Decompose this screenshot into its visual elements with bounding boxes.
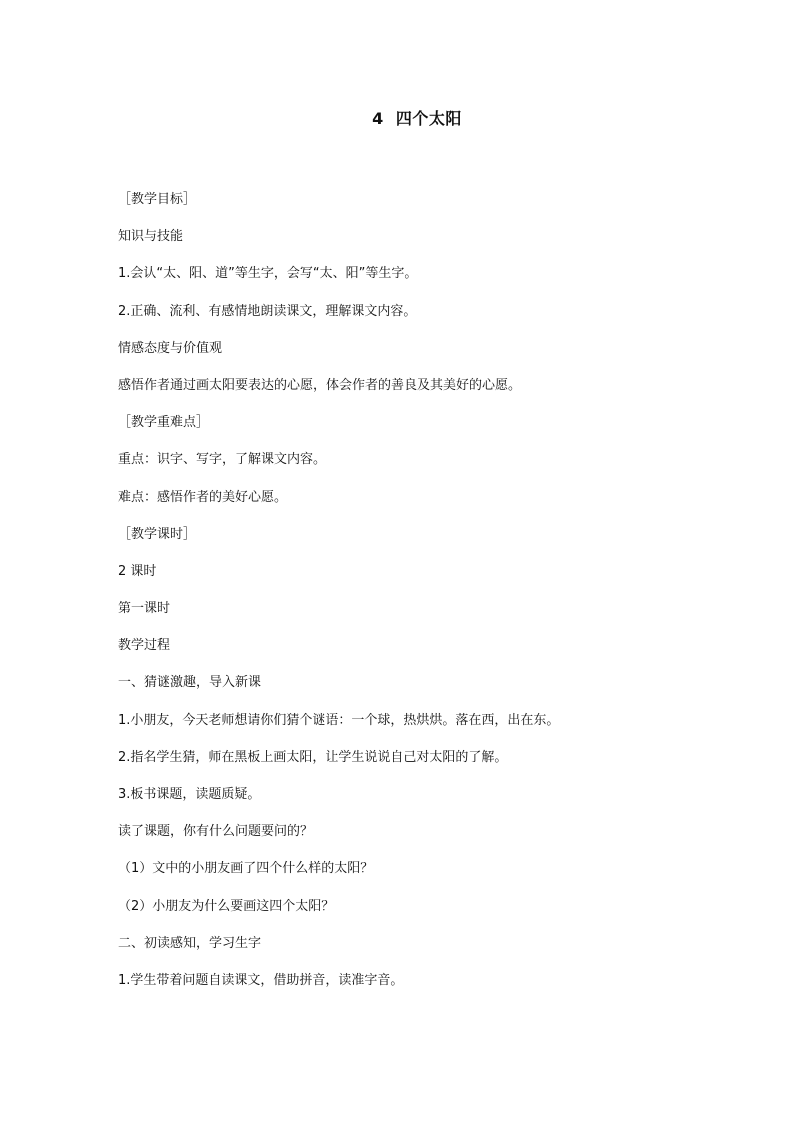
subheading-knowledge-skills: 知识与技能 xyxy=(118,229,184,245)
subheading-teaching-process: 教学过程 xyxy=(118,638,171,654)
paragraph: 1.小朋友，今天老师想请你们猜个谜语：一个球，热烘烘。落在西，出在东。 xyxy=(118,712,560,728)
paragraph: 难点：感悟作者的美好心愿。 xyxy=(118,489,288,505)
paragraph: 重点：识字、写字，了解课文内容。 xyxy=(118,452,327,468)
section-heading-key-points: ［教学重难点］ xyxy=(118,415,210,431)
paragraph: 3.板书课题，读题质疑。 xyxy=(118,787,261,802)
question-item: （2）小朋友为什么要画这四个太阳？ xyxy=(118,898,335,914)
step-heading: 一、猜谜激趣，导入新课 xyxy=(118,675,262,691)
paragraph: 感悟作者通过画太阳要表达的心愿，体会作者的善良及其美好的心愿。 xyxy=(118,377,522,393)
question-item: （1）文中的小朋友画了四个什么样的太阳？ xyxy=(118,861,374,877)
subheading-first-lesson: 第一课时 xyxy=(118,601,171,617)
document-title: 4 四个太阳 xyxy=(372,109,462,128)
paragraph: 1.会认“太、阳、道”等生字，会写“太、阳”等生字。 xyxy=(118,266,418,282)
step-heading: 二、初读感知，学习生字 xyxy=(118,935,262,951)
section-heading-objectives: ［教学目标］ xyxy=(118,192,197,207)
paragraph: 2.正确、流利、有感情地朗读课文，理解课文内容。 xyxy=(118,303,417,319)
paragraph: 2 课时 xyxy=(118,563,157,579)
subheading-attitude-values: 情感态度与价值观 xyxy=(118,340,223,356)
section-heading-class-hours: ［教学课时］ xyxy=(118,526,197,542)
document-body xyxy=(118,190,718,1008)
paragraph: 2.指名学生猜，师在黑板上画太阳，让学生说说自己对太阳的了解。 xyxy=(118,749,508,765)
paragraph: 读了课题，你有什么问题要问的？ xyxy=(118,824,314,840)
paragraph: 1.学生带着问题自读课文，借助拼音，读准字音。 xyxy=(118,972,404,988)
